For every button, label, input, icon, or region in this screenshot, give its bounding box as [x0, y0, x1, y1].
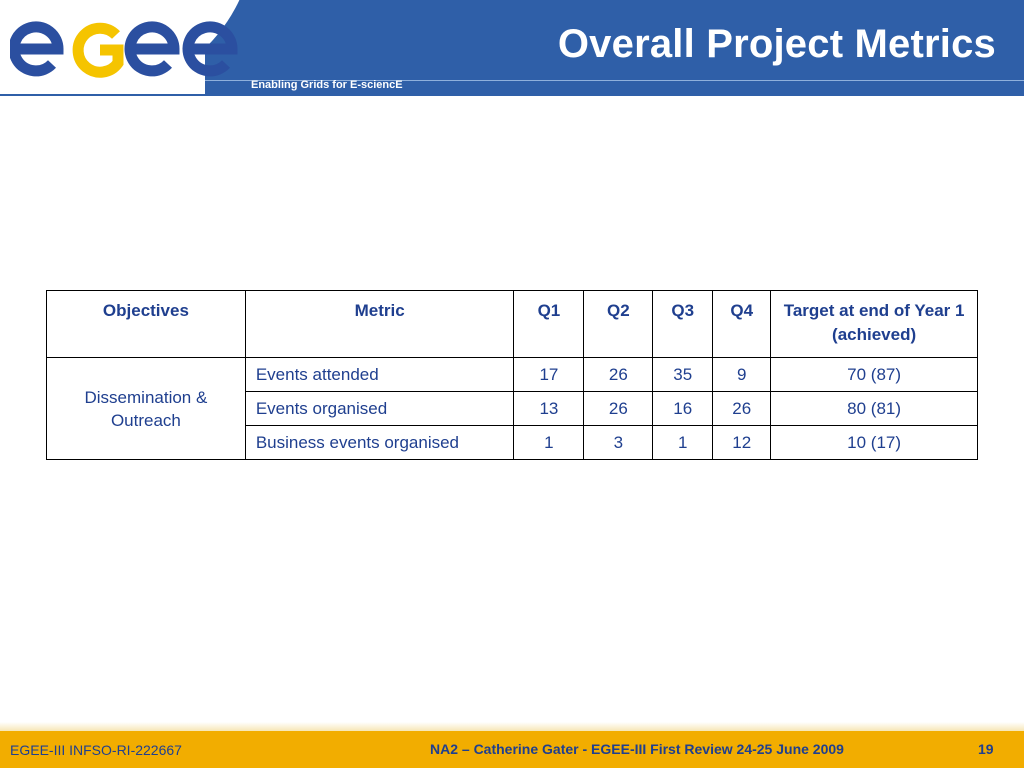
column-header: Q1: [514, 291, 584, 358]
q1-cell: 1: [514, 426, 584, 460]
column-header: Metric: [245, 291, 514, 358]
logo-letter-e1: [14, 27, 58, 71]
target-cell: 10 (17): [771, 426, 978, 460]
objective-cell: Dissemination & Outreach: [47, 358, 246, 460]
column-header: Q4: [713, 291, 771, 358]
q4-cell: 9: [713, 358, 771, 392]
metric-cell: Business events organised: [245, 426, 514, 460]
table-header-row: [47, 291, 978, 358]
q2-cell: 26: [584, 392, 653, 426]
metric-cell: Events attended: [245, 358, 514, 392]
q4-cell: 26: [713, 392, 771, 426]
footer-project-id: EGEE-III INFSO-RI-222667: [10, 742, 182, 758]
q1-cell: 17: [514, 358, 584, 392]
column-header: Objectives: [47, 291, 246, 358]
q1-cell: 13: [514, 392, 584, 426]
metric-cell: Events organised: [245, 392, 514, 426]
footer-presentation-info: NA2 – Catherine Gater - EGEE-III First Review 24-25 June 2009: [430, 741, 844, 757]
q3-cell: 1: [653, 426, 713, 460]
column-header: Q3: [653, 291, 713, 358]
logo-letter-e3: [188, 27, 232, 71]
column-header: Q2: [584, 291, 653, 358]
slide-header: [0, 0, 1024, 95]
egee-logo: [10, 18, 238, 80]
q2-cell: 26: [584, 358, 653, 392]
q4-cell: 12: [713, 426, 771, 460]
page-number: 19: [978, 741, 994, 757]
metrics-table: [46, 290, 978, 460]
header-divider: [0, 94, 1024, 96]
logo-letter-e2: [130, 27, 174, 71]
target-cell: 80 (81): [771, 392, 978, 426]
logo-letter-g: [78, 28, 118, 72]
target-cell: 70 (87): [771, 358, 978, 392]
column-header: Target at end of Year 1 (achieved): [771, 291, 978, 358]
footer-fade: [0, 722, 1024, 731]
q2-cell: 3: [584, 426, 653, 460]
q3-cell: 16: [653, 392, 713, 426]
header-tagline: Enabling Grids for E-sciencE: [251, 79, 403, 91]
q3-cell: 35: [653, 358, 713, 392]
slide-title: Overall Project Metrics: [557, 22, 996, 66]
table-row: [47, 358, 978, 392]
